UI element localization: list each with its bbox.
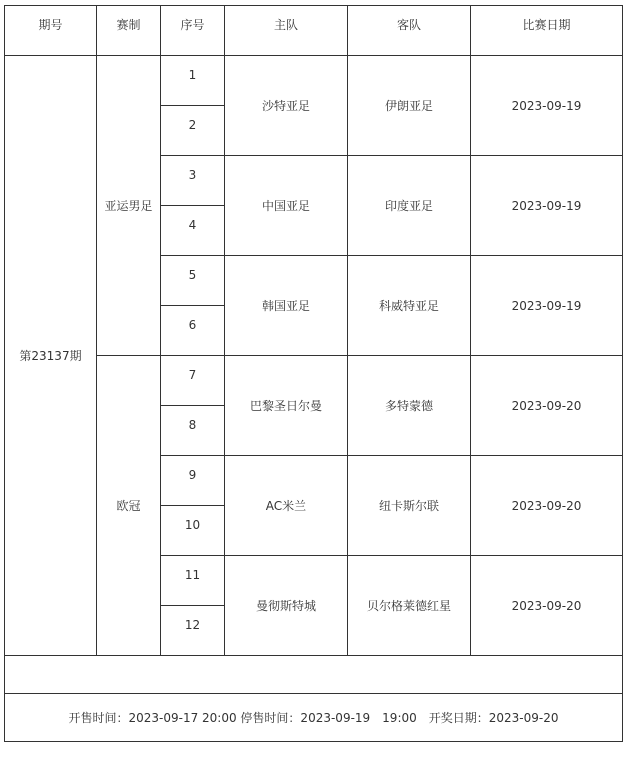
issue-cell: 第23137期 <box>5 56 97 656</box>
home-team: 曼彻斯特城 <box>225 556 348 656</box>
match-number: 11 <box>161 556 225 606</box>
away-team: 纽卡斯尔联 <box>348 456 471 556</box>
match-number: 5 <box>161 256 225 306</box>
footer-row <box>5 694 623 742</box>
header-away-team: 客队 <box>348 6 471 56</box>
match-number: 7 <box>161 356 225 406</box>
header-number: 序号 <box>161 6 225 56</box>
home-team: 巴黎圣日尔曼 <box>225 356 348 456</box>
sale-times-note: 开售时间：2023-09-17 20:00 停售时间：2023-09-19 19:00 开奖日期：2023-09-20 <box>5 694 623 742</box>
match-date: 2023-09-20 <box>471 456 623 556</box>
header-home-team: 主队 <box>225 6 348 56</box>
header-row <box>5 6 623 56</box>
table-row <box>5 356 623 406</box>
match-number: 6 <box>161 306 225 356</box>
home-team: 中国亚足 <box>225 156 348 256</box>
match-number: 4 <box>161 206 225 256</box>
header-match-date: 比赛日期 <box>471 6 623 56</box>
away-team: 印度亚足 <box>348 156 471 256</box>
match-date: 2023-09-19 <box>471 256 623 356</box>
match-number: 8 <box>161 406 225 456</box>
away-team: 伊朗亚足 <box>348 56 471 156</box>
match-number: 1 <box>161 56 225 106</box>
match-date: 2023-09-20 <box>471 356 623 456</box>
match-date: 2023-09-19 <box>471 56 623 156</box>
blank-cell <box>5 656 623 694</box>
home-team: AC米兰 <box>225 456 348 556</box>
match-schedule-table <box>4 5 623 742</box>
home-team: 韩国亚足 <box>225 256 348 356</box>
away-team: 多特蒙德 <box>348 356 471 456</box>
header-issue: 期号 <box>5 6 97 56</box>
away-team: 贝尔格莱德红星 <box>348 556 471 656</box>
competition-cell: 欧冠 <box>97 356 161 656</box>
match-number: 9 <box>161 456 225 506</box>
away-team: 科威特亚足 <box>348 256 471 356</box>
home-team: 沙特亚足 <box>225 56 348 156</box>
match-date: 2023-09-20 <box>471 556 623 656</box>
table-row <box>5 56 623 106</box>
header-competition: 赛制 <box>97 6 161 56</box>
match-number: 3 <box>161 156 225 206</box>
blank-row <box>5 656 623 694</box>
match-number: 12 <box>161 606 225 656</box>
match-number: 2 <box>161 106 225 156</box>
competition-cell: 亚运男足 <box>97 56 161 356</box>
match-date: 2023-09-19 <box>471 156 623 256</box>
match-number: 10 <box>161 506 225 556</box>
